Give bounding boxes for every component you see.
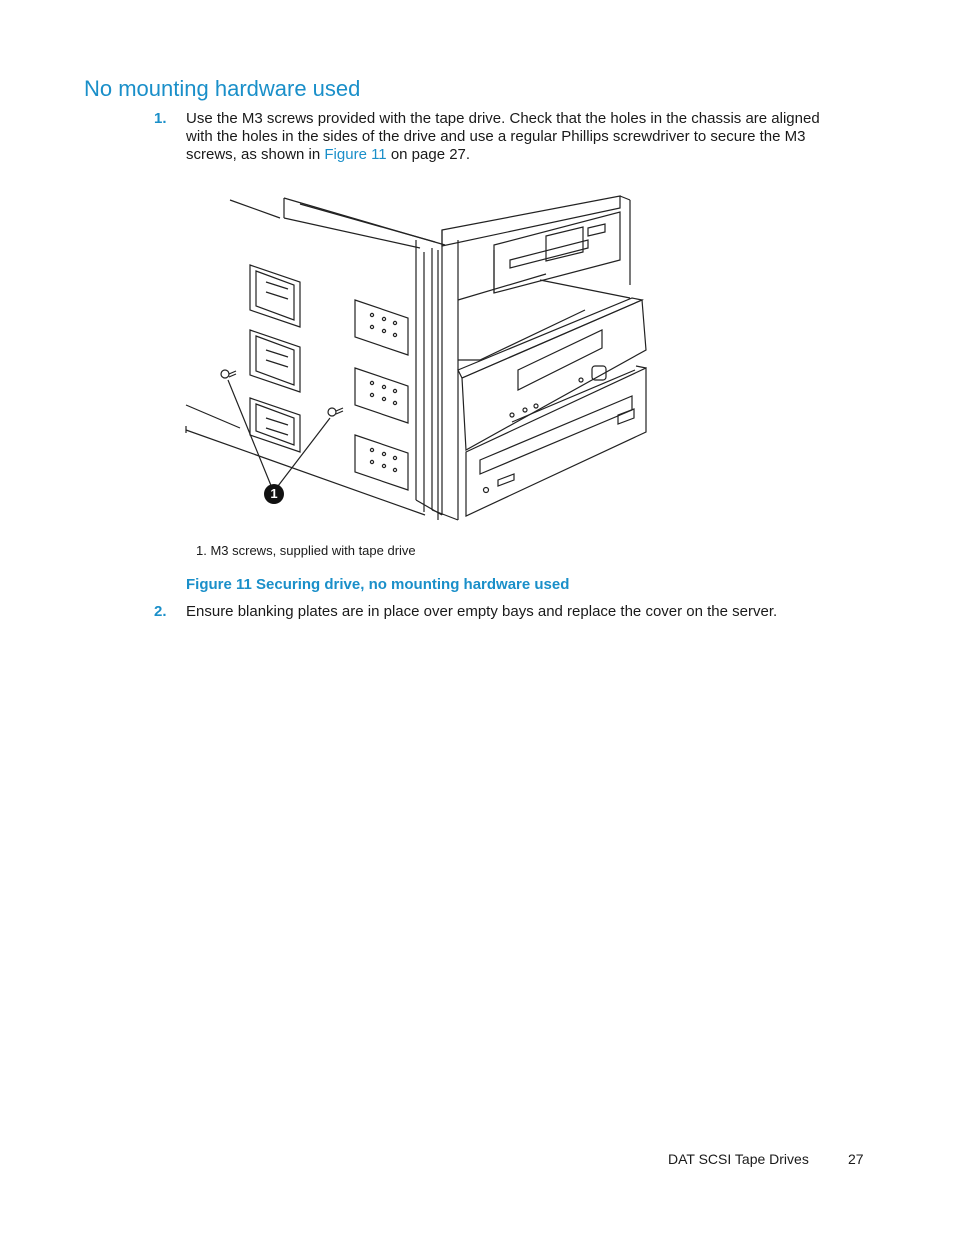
bracket-left-mid — [250, 330, 300, 392]
figure-illustration — [180, 190, 660, 530]
bracket-left-top — [250, 265, 300, 327]
bracket-right-mid — [355, 368, 408, 423]
section-heading: No mounting hardware used — [84, 76, 361, 101]
callout-badge — [264, 484, 284, 504]
screw-left — [221, 370, 236, 378]
footer-document-title: DAT SCSI Tape Drives — [668, 1151, 809, 1167]
step-number: 1. — [154, 110, 167, 127]
floppy-bay — [442, 196, 630, 293]
bracket-right-top — [355, 300, 408, 355]
figure-caption: Figure 11 Securing drive, no mounting hardware used — [186, 576, 570, 593]
callout-number: 1 — [270, 486, 278, 501]
figure-link[interactable]: Figure 11 — [324, 146, 387, 163]
bracket-right-bottom — [355, 435, 408, 490]
lower-bay — [466, 366, 646, 516]
step-text — [186, 110, 846, 164]
step-number: 2. — [154, 603, 167, 620]
bracket-left-bottom — [250, 398, 300, 452]
footer-page-number: 27 — [848, 1151, 864, 1167]
step-text-before: Use the M3 screws provided with the tape drive. Check that the holes in the chassis are aligned with the holes in the sides of the drive and use a regular Phillips screwdriver to secure the M3 screws, as shown in — [186, 110, 820, 163]
figure-legend: 1. M3 screws, supplied with tape drive — [196, 543, 416, 558]
step-text: Ensure blanking plates are in place over empty bays and replace the cover on the server. — [186, 603, 778, 620]
chassis-drawing — [180, 190, 660, 530]
tape-drive — [458, 298, 646, 450]
screw-right — [328, 408, 343, 416]
step-text-after: on page 27. — [386, 146, 471, 163]
